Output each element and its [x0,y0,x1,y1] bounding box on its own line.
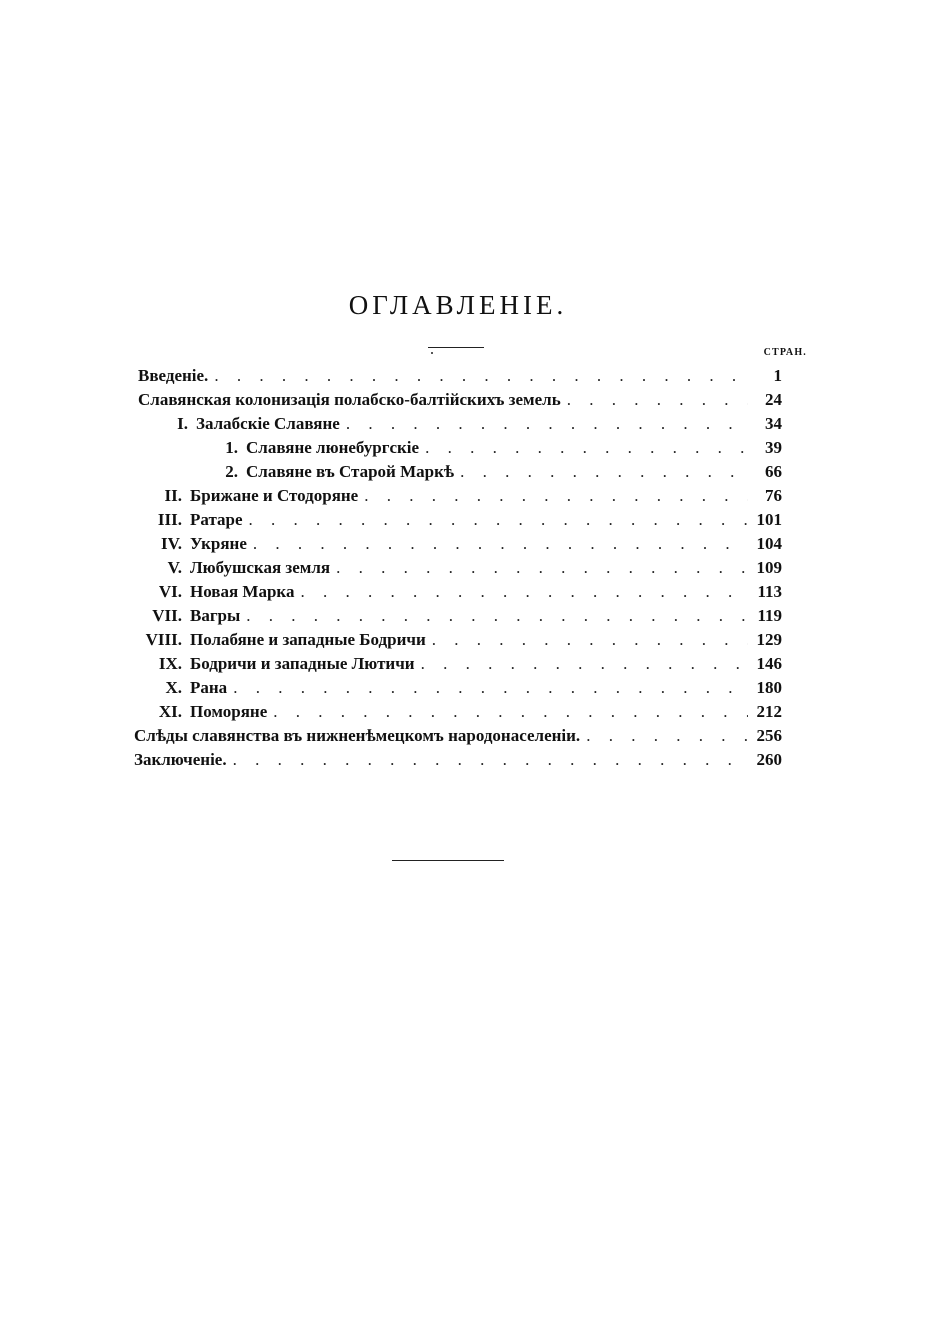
toc-entry [140,676,748,700]
toc-label: Рана [190,678,228,697]
dot-leader [330,556,748,580]
toc-row [0,508,936,532]
toc-number: VII. [152,606,182,625]
toc-label: Бодричи и западные Лютичи [190,654,415,673]
toc-label: Любушская земля [190,558,331,577]
page-title: ОГЛАВЛЕНІЕ. [348,290,568,320]
toc-number: I. [177,414,188,433]
toc-entry [166,412,748,436]
page-column-header: СТРАН. [763,347,807,358]
toc-label: Укряне [190,534,247,553]
toc-row [0,604,936,628]
toc-row [0,388,936,412]
toc-number: 1. [225,438,238,457]
title-rule [428,347,484,348]
closing-rule [392,860,504,861]
toc-entry [134,724,748,748]
toc-row [0,412,936,436]
toc-label: Полабяне и западные Бодричи [190,630,426,649]
toc-page-number: 146 [756,654,782,673]
toc-page-number: 101 [756,510,782,529]
toc-label: Славянская колонизація полабско-балтійскихъ земель [138,390,561,409]
toc-row [0,484,936,508]
toc-label: Ратаре [190,510,243,529]
toc-entry [138,364,748,388]
title-rule-dot [431,352,433,354]
toc-label: Введеніе. [138,366,209,385]
toc-entry [140,556,748,580]
toc-entry [222,460,748,484]
toc-row [0,460,936,484]
toc-label: Вагры [190,606,241,625]
dot-leader [240,604,748,628]
toc-row [0,580,936,604]
toc-label: Новая Марка [190,582,295,601]
toc-page-number: 113 [757,582,782,601]
toc-page-number: 180 [756,678,782,697]
toc-entry [138,388,748,412]
toc-number: VI. [158,582,182,601]
toc-row [0,532,936,556]
toc-label: Слѣды славянства въ нижненѣмецкомъ народонаселеніи. [134,726,581,745]
dot-leader [340,412,748,436]
toc-page-number: 24 [765,390,782,409]
toc-entry [140,484,748,508]
toc-label: Поморяне [190,702,268,721]
dot-leader [426,628,748,652]
toc-row [0,748,936,772]
toc-entry [222,436,748,460]
toc-page-number: 66 [765,462,782,481]
dot-leader [358,484,748,508]
toc-row [0,556,936,580]
toc-entry [140,580,748,604]
toc-entry [140,652,748,676]
toc-number: IX. [158,654,182,673]
toc-entry [140,604,748,628]
toc-number: VIII. [145,630,182,649]
dot-leader [294,580,748,604]
toc-page-number: 129 [756,630,782,649]
toc-page-number: 256 [756,726,782,745]
dot-leader [267,700,748,724]
toc-number: XI. [158,702,182,721]
toc-row [0,436,936,460]
toc-number: II. [164,486,182,505]
toc-page-number: 34 [765,414,782,433]
toc-page-number: 109 [756,558,782,577]
toc-number: V. [167,558,182,577]
toc-row [0,628,936,652]
toc-page-number: 76 [765,486,782,505]
toc-row [0,700,936,724]
dot-leader [208,364,748,388]
dot-leader [227,676,748,700]
toc-page-number: 39 [765,438,782,457]
toc-row [0,652,936,676]
dot-leader [419,436,748,460]
toc-page-number: 119 [757,606,782,625]
dot-leader [415,652,748,676]
toc-entry [140,532,748,556]
toc-row [0,676,936,700]
toc-label: Заключеніе. [134,750,227,769]
toc-number: III. [157,510,182,529]
toc-page-number: 260 [756,750,782,769]
toc-number: X. [165,678,182,697]
toc-label: Брижане и Стодоряне [190,486,359,505]
dot-leader [243,508,748,532]
toc-page-number: 1 [773,366,782,385]
toc-number: 2. [225,462,238,481]
toc-label: Славяне люнебургскіе [246,438,420,457]
toc-page-number: 104 [756,534,782,553]
toc-row [0,364,936,388]
toc-entry [140,700,748,724]
dot-leader [247,532,748,556]
toc-label: Залабскіе Славяне [196,414,340,433]
toc-label: Славяне въ Старой Маркѣ [246,462,455,481]
toc-page-number: 212 [756,702,782,721]
toc-entry [140,628,748,652]
dot-leader [227,748,748,772]
toc-row [0,724,936,748]
toc-entry [140,508,748,532]
dot-leader [454,460,748,484]
toc-entry [134,748,748,772]
toc-number: IV. [161,534,182,553]
